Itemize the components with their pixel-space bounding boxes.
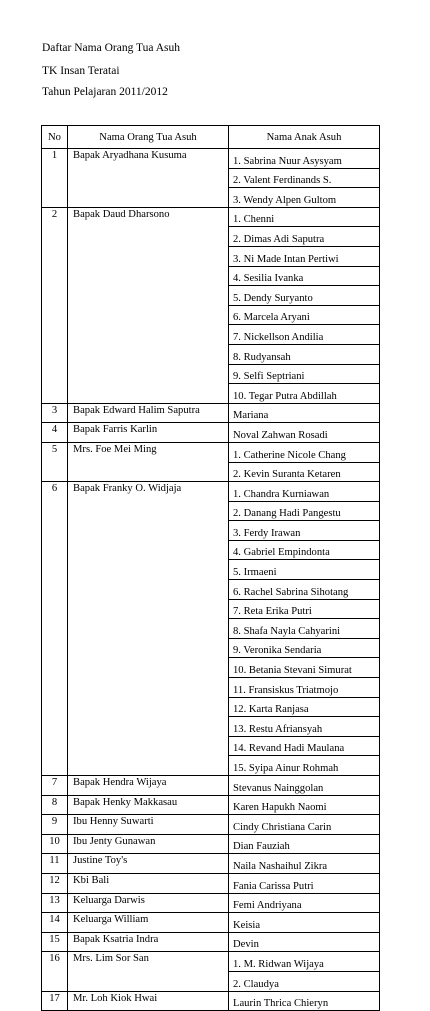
child-name: 1. M. Ridwan Wijaya: [229, 952, 380, 972]
child-name: Karen Hapukh Naomi: [229, 795, 380, 815]
row-number: 2: [42, 207, 68, 403]
child-name: Fania Carissa Putri: [229, 873, 380, 893]
column-header-parent: Nama Orang Tua Asuh: [68, 126, 229, 149]
child-name: 2. Dimas Adi Saputra: [229, 227, 380, 247]
school-name: TK Insan Teratai: [42, 65, 120, 77]
table-row: [42, 207, 380, 227]
table-row: [42, 815, 380, 835]
child-name: Cindy Christiana Carin: [229, 815, 380, 835]
child-name: 5. Irmaeni: [229, 560, 380, 580]
row-number: 13: [42, 893, 68, 913]
child-name: 15. Syipa Ainur Rohmah: [229, 756, 380, 776]
parent-name: Keluarga William: [68, 913, 229, 933]
row-number: 1: [42, 149, 68, 208]
parent-name: Bapak Henky Makkasau: [68, 795, 229, 815]
row-number: 10: [42, 834, 68, 854]
parent-name: Ibu Jenty Gunawan: [68, 834, 229, 854]
child-name: Dian Fauziah: [229, 834, 380, 854]
child-name: Stevanus Nainggolan: [229, 776, 380, 796]
child-name: Laurin Thrica Chieryn: [229, 991, 380, 1011]
parent-name: Keluarga Darwis: [68, 893, 229, 913]
table-row: [42, 423, 380, 443]
child-name: 2. Danang Hadi Pangestu: [229, 501, 380, 521]
child-name: 4. Gabriel Empindonta: [229, 540, 380, 560]
table-row: [42, 932, 380, 952]
parent-name: Mr. Loh Kiok Hwai: [68, 991, 229, 1011]
parent-name: Bapak Franky O. Widjaja: [68, 482, 229, 776]
child-name: Naila Nashaihul Zikra: [229, 854, 380, 874]
child-name: Noval Zahwan Rosadi: [229, 423, 380, 443]
child-name: 9. Veronika Sendaria: [229, 638, 380, 658]
table-row: [42, 913, 380, 933]
row-number: 15: [42, 932, 68, 952]
table-row: [42, 776, 380, 796]
parent-name: Bapak Edward Halim Saputra: [68, 403, 229, 423]
child-name: Keisia: [229, 913, 380, 933]
parent-name: Bapak Hendra Wijaya: [68, 776, 229, 796]
child-name: 8. Rudyansah: [229, 344, 380, 364]
child-name: 1. Chandra Kurniawan: [229, 482, 380, 502]
row-number: 6: [42, 482, 68, 776]
document-title: Daftar Nama Orang Tua Asuh: [42, 42, 180, 54]
child-name: 10. Tegar Putra Abdillah: [229, 384, 380, 404]
parent-name: Bapak Daud Dharsono: [68, 207, 229, 403]
table-body: [42, 149, 380, 1011]
column-header-no: No: [42, 126, 68, 149]
row-number: 3: [42, 403, 68, 423]
table-row: [42, 403, 380, 423]
child-name: Mariana: [229, 403, 380, 423]
parent-name: Justine Toy's: [68, 854, 229, 874]
child-name: 6. Rachel Sabrina Sihotang: [229, 580, 380, 600]
table-row: [42, 442, 380, 462]
row-number: 5: [42, 442, 68, 481]
child-name: 13. Restu Afriansyah: [229, 717, 380, 737]
child-name: 12. Karta Ranjasa: [229, 697, 380, 717]
child-name: 1. Chenni: [229, 207, 380, 227]
parent-name: Ibu Henny Suwarti: [68, 815, 229, 835]
child-name: 3. Ferdy Irawan: [229, 521, 380, 541]
child-name: 5. Dendy Suryanto: [229, 286, 380, 306]
row-number: 8: [42, 795, 68, 815]
child-name: 9. Selfi Septriani: [229, 364, 380, 384]
child-name: 3. Wendy Alpen Gultom: [229, 188, 380, 208]
table-row: [42, 834, 380, 854]
child-name: 1. Catherine Nicole Chang: [229, 442, 380, 462]
parent-name: Bapak Ksatria Indra: [68, 932, 229, 952]
child-name: 2. Valent Ferdinands S.: [229, 168, 380, 188]
foster-parents-table: [41, 125, 380, 1011]
row-number: 4: [42, 423, 68, 443]
parent-name: Mrs. Foe Mei Ming: [68, 442, 229, 481]
table-row: [42, 952, 380, 972]
row-number: 17: [42, 991, 68, 1011]
child-name: 4. Sesilia Ivanka: [229, 266, 380, 286]
table-row: [42, 854, 380, 874]
child-name: 6. Marcela Aryani: [229, 305, 380, 325]
column-header-child: Nama Anak Asuh: [229, 126, 380, 149]
child-name: Devin: [229, 932, 380, 952]
table-header-row: [42, 126, 380, 149]
child-name: 7. Nickellson Andilia: [229, 325, 380, 345]
child-name: Femi Andriyana: [229, 893, 380, 913]
parent-name: Kbi Bali: [68, 873, 229, 893]
child-name: 2. Claudya: [229, 971, 380, 991]
parent-name: Mrs. Lim Sor San: [68, 952, 229, 991]
table-row: [42, 893, 380, 913]
row-number: 16: [42, 952, 68, 991]
table-row: [42, 482, 380, 502]
child-name: 10. Betania Stevani Simurat: [229, 658, 380, 678]
child-name: 14. Revand Hadi Maulana: [229, 736, 380, 756]
child-name: 1. Sabrina Nuur Asysyam: [229, 149, 380, 169]
child-name: 7. Reta Erika Putri: [229, 599, 380, 619]
table-row: [42, 795, 380, 815]
table-row: [42, 873, 380, 893]
row-number: 7: [42, 776, 68, 796]
table-row: [42, 149, 380, 169]
parent-name: Bapak Aryadhana Kusuma: [68, 149, 229, 208]
row-number: 9: [42, 815, 68, 835]
row-number: 14: [42, 913, 68, 933]
child-name: 8. Shafa Nayla Cahyarini: [229, 619, 380, 639]
child-name: 3. Ni Made Intan Pertiwi: [229, 246, 380, 266]
parent-name: Bapak Farris Karlin: [68, 423, 229, 443]
academic-year: Tahun Pelajaran 2011/2012: [42, 86, 168, 98]
child-name: 11. Fransiskus Triatmojo: [229, 678, 380, 698]
child-name: 2. Kevin Suranta Ketaren: [229, 462, 380, 482]
row-number: 11: [42, 854, 68, 874]
row-number: 12: [42, 873, 68, 893]
